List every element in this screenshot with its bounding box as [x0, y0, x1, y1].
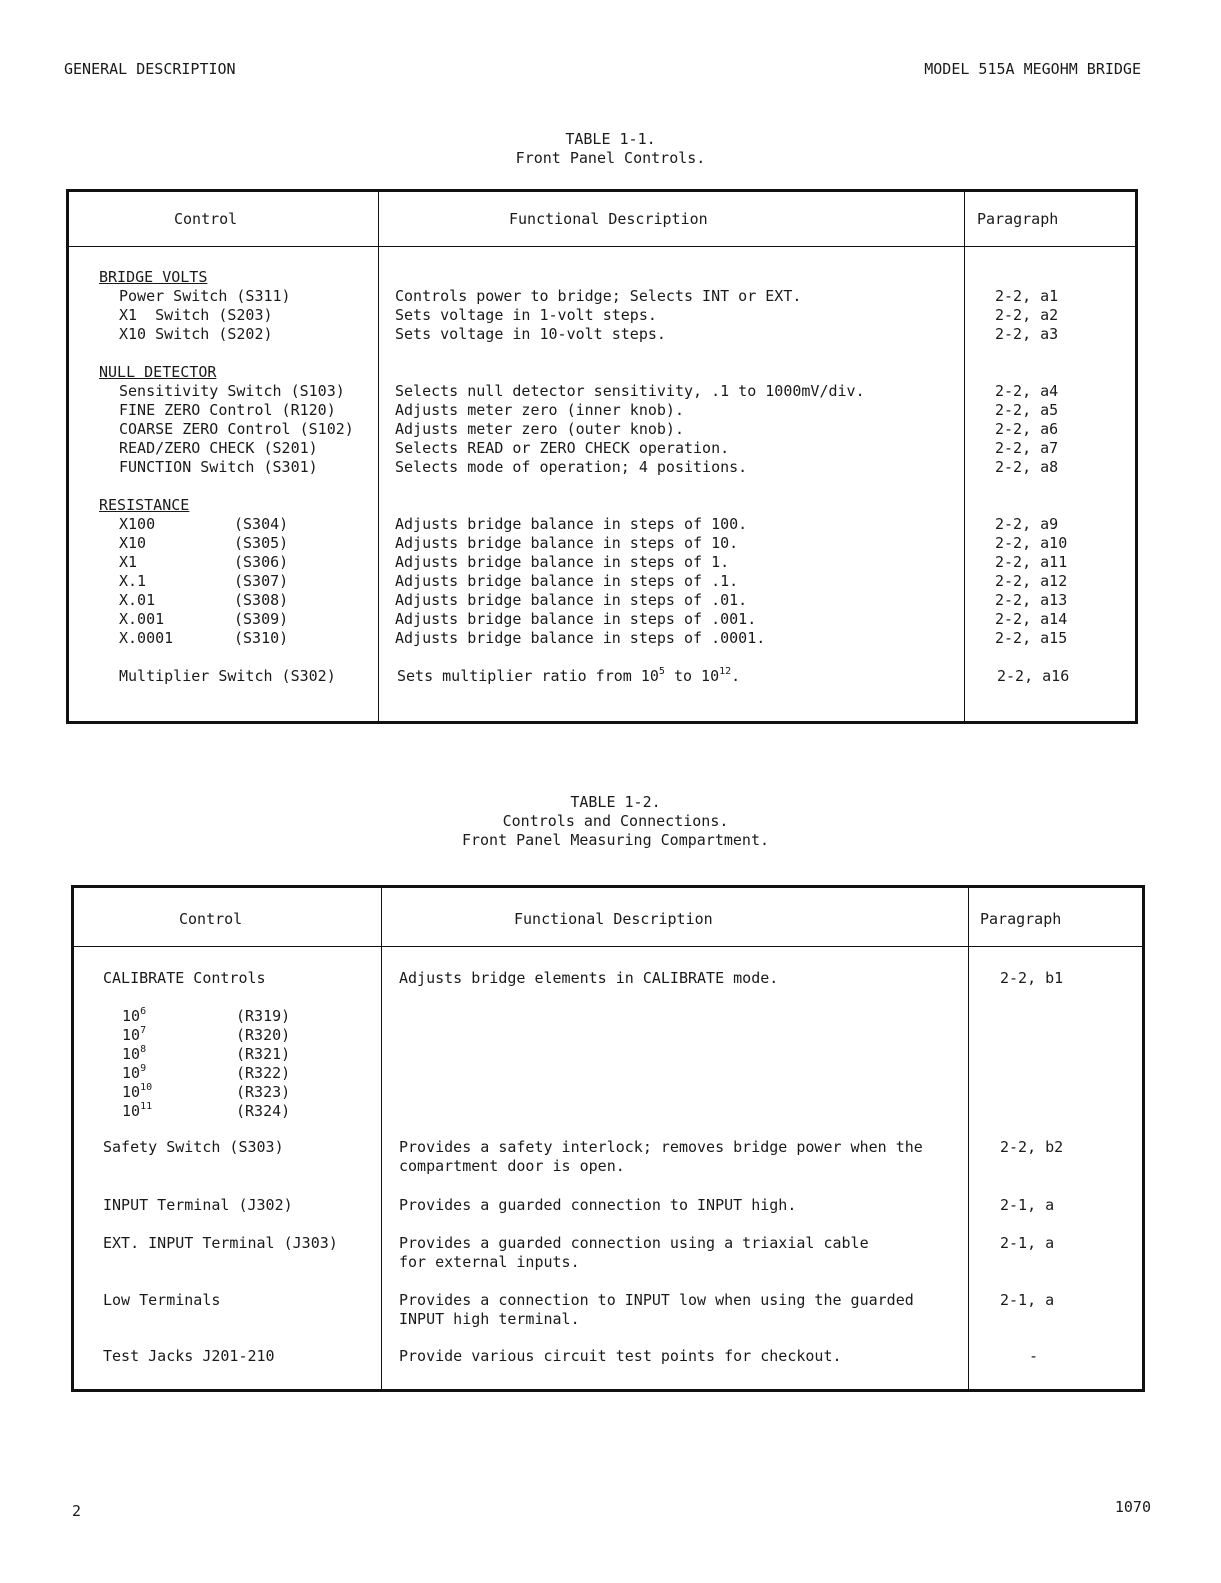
table-cell-control: Test Jacks J201-210 — [103, 1347, 275, 1365]
multiplier-text-post: . — [731, 667, 741, 685]
table-cell-control: FUNCTION Switch (S301) — [119, 458, 318, 476]
table-cell-control: X100 — [119, 515, 156, 533]
power-exponent: 6 — [140, 1006, 147, 1017]
table-cell-control: X.0001 — [119, 629, 174, 647]
table-cell-description: Adjusts meter zero (inner knob). — [395, 401, 684, 419]
table-cell-paragraph: 2-2, a3 — [995, 325, 1059, 343]
table-cell-description: Selects READ or ZERO CHECK operation. — [395, 439, 730, 457]
table-cell-description-cont: compartment door is open. — [399, 1157, 625, 1175]
table2-title-line2: Front Panel Measuring Compartment. — [461, 831, 770, 849]
table-cell-control: Low Terminals — [103, 1291, 221, 1309]
table-cell-paragraph: 2-2, a4 — [995, 382, 1059, 400]
table-cell-description: Adjusts bridge balance in steps of 10. — [395, 534, 739, 552]
table1-label: TABLE 1-1. — [565, 130, 656, 148]
document-code: 1070 — [1114, 1498, 1151, 1516]
table-cell-control: X10 Switch (S202) — [119, 325, 273, 343]
table-cell-description: Adjusts bridge balance in steps of .1. — [395, 572, 739, 590]
table1 — [66, 189, 1138, 724]
table1-col-description: Functional Description — [509, 210, 708, 228]
table1-col-divider — [378, 192, 379, 721]
table-cell-paragraph: 2-2, a13 — [995, 591, 1068, 609]
power-exponent: 11 — [140, 1101, 153, 1112]
power-exponent: 9 — [140, 1063, 147, 1074]
calibrate-power-of-ten — [122, 1102, 152, 1123]
table1-col-divider — [964, 192, 965, 721]
table-cell-paragraph: 2-2, a9 — [995, 515, 1059, 533]
multiplier-exponent-high: 12 — [719, 666, 732, 677]
table-cell-control: EXT. INPUT Terminal (J303) — [103, 1234, 338, 1252]
power-base: 10 — [122, 1102, 141, 1120]
table-cell-control: Sensitivity Switch (S103) — [119, 382, 345, 400]
table-cell-description: Adjusts bridge balance in steps of .0001. — [395, 629, 766, 647]
table-cell-description-cont: for external inputs. — [399, 1253, 580, 1271]
table-cell-description — [397, 667, 740, 688]
table-cell-reference: (R321) — [236, 1045, 291, 1063]
table-cell-control: X.1 — [119, 572, 147, 590]
table-cell-paragraph: 2-1, a — [1000, 1196, 1055, 1214]
table-cell-paragraph: 2-2, a12 — [995, 572, 1068, 590]
table-cell-paragraph: 2-2, a6 — [995, 420, 1059, 438]
table-cell-control: Power Switch (S311) — [119, 287, 291, 305]
table-cell-description: Provides a guarded connection to INPUT high. — [399, 1196, 797, 1214]
table-cell-reference: (R324) — [236, 1102, 291, 1120]
table-cell-paragraph: 2-2, a10 — [995, 534, 1068, 552]
table-cell-paragraph: 2-2, b1 — [1000, 969, 1064, 987]
table2-col-divider — [381, 888, 382, 1389]
table-cell-reference: (S304) — [234, 515, 289, 533]
table2 — [71, 885, 1145, 1392]
table-cell-reference: (S305) — [234, 534, 289, 552]
group-heading-resistance: RESISTANCE — [99, 496, 190, 514]
table-cell-control: FINE ZERO Control (R120) — [119, 401, 336, 419]
power-base: 10 — [122, 1064, 141, 1082]
table-cell-paragraph: 2-1, a — [1000, 1234, 1055, 1252]
table-cell-reference: (R322) — [236, 1064, 291, 1082]
table-cell-paragraph: 2-2, a11 — [995, 553, 1068, 571]
table-cell-paragraph: 2-2, a15 — [995, 629, 1068, 647]
table-cell-description: Provide various circuit test points for checkout. — [399, 1347, 842, 1365]
multiplier-text-pre: Sets multiplier ratio from 10 — [397, 667, 659, 685]
table2-label: TABLE 1-2. — [570, 793, 661, 811]
table-cell-reference: (R319) — [236, 1007, 291, 1025]
table-cell-paragraph: 2-2, a8 — [995, 458, 1059, 476]
power-exponent: 7 — [140, 1025, 147, 1036]
table2-title-line1: Controls and Connections. — [502, 812, 729, 830]
table-cell-paragraph: 2-2, a14 — [995, 610, 1068, 628]
table-cell-paragraph: 2-2, a16 — [997, 667, 1070, 685]
table-cell-control: X.01 — [119, 591, 156, 609]
table-cell-description: Provides a safety interlock; removes bridge power when the — [399, 1138, 923, 1156]
table-cell-control: X.001 — [119, 610, 165, 628]
power-exponent: 10 — [140, 1082, 153, 1093]
table2-col-paragraph: Paragraph — [980, 910, 1062, 928]
table-cell-description: Adjusts bridge balance in steps of .01. — [395, 591, 748, 609]
table-cell-control: CALIBRATE Controls — [103, 969, 266, 987]
table-cell-control: X1 Switch (S203) — [119, 306, 273, 324]
table-cell-paragraph: 2-1, a — [1000, 1291, 1055, 1309]
table-cell-description-cont: INPUT high terminal. — [399, 1310, 580, 1328]
table-cell-description: Adjusts bridge balance in steps of .001. — [395, 610, 757, 628]
table-cell-paragraph: - — [1029, 1347, 1039, 1365]
table-cell-paragraph: 2-2, a7 — [995, 439, 1059, 457]
multiplier-text-mid: to 10 — [664, 667, 720, 685]
table-cell-control: COARSE ZERO Control (S102) — [119, 420, 354, 438]
table-cell-control: Safety Switch (S303) — [103, 1138, 284, 1156]
table2-header-rule — [74, 946, 1142, 947]
table1-col-control: Control — [174, 210, 238, 228]
table1-col-paragraph: Paragraph — [977, 210, 1059, 228]
table-cell-description: Provides a connection to INPUT low when using the guarded — [399, 1291, 914, 1309]
table-cell-description: Controls power to bridge; Selects INT or EXT. — [395, 287, 802, 305]
table-cell-reference: (S310) — [234, 629, 289, 647]
group-heading-bridge-volts: BRIDGE VOLTS — [99, 268, 208, 286]
table-cell-paragraph: 2-2, b2 — [1000, 1138, 1064, 1156]
table-cell-reference: (R323) — [236, 1083, 291, 1101]
power-base: 10 — [122, 1083, 141, 1101]
table-cell-reference: (R320) — [236, 1026, 291, 1044]
power-base: 10 — [122, 1026, 141, 1044]
power-exponent: 8 — [140, 1044, 147, 1055]
table-cell-paragraph: 2-2, a1 — [995, 287, 1059, 305]
table2-caption — [0, 793, 1221, 850]
group-heading-null-detector: NULL DETECTOR — [99, 363, 217, 381]
table-cell-reference: (S308) — [234, 591, 289, 609]
table-cell-reference: (S307) — [234, 572, 289, 590]
table-cell-reference: (S306) — [234, 553, 289, 571]
table-cell-reference: (S309) — [234, 610, 289, 628]
table-cell-description: Provides a guarded connection using a triaxial cable — [399, 1234, 869, 1252]
page-header-right: MODEL 515A MEGOHM BRIDGE — [924, 60, 1141, 78]
table2-col-divider — [968, 888, 969, 1389]
power-base: 10 — [122, 1007, 141, 1025]
multiplier-exponent-low: 5 — [658, 666, 665, 677]
table-cell-control: Multiplier Switch (S302) — [119, 667, 336, 685]
table-cell-description: Adjusts bridge balance in steps of 1. — [395, 553, 730, 571]
table-cell-paragraph: 2-2, a2 — [995, 306, 1059, 324]
table2-col-description: Functional Description — [514, 910, 713, 928]
table-cell-description: Adjusts bridge balance in steps of 100. — [395, 515, 748, 533]
table-cell-description: Adjusts meter zero (outer knob). — [395, 420, 684, 438]
table-cell-control: X1 — [119, 553, 138, 571]
power-base: 10 — [122, 1045, 141, 1063]
page-number: 2 — [72, 1502, 82, 1520]
page-header-left: GENERAL DESCRIPTION — [64, 60, 236, 78]
table1-header-rule — [69, 246, 1135, 247]
table-cell-control: INPUT Terminal (J302) — [103, 1196, 293, 1214]
table-cell-control: X10 — [119, 534, 147, 552]
table-cell-description: Selects mode of operation; 4 positions. — [395, 458, 748, 476]
table1-title: Front Panel Controls. — [515, 149, 706, 167]
table-cell-description: Adjusts bridge elements in CALIBRATE mode. — [399, 969, 779, 987]
table-cell-description: Sets voltage in 10-volt steps. — [395, 325, 666, 343]
table-cell-description: Selects null detector sensitivity, .1 to 1000mV/div. — [395, 382, 865, 400]
table2-col-control: Control — [179, 910, 243, 928]
table1-caption — [0, 130, 1221, 168]
table-cell-control: READ/ZERO CHECK (S201) — [119, 439, 318, 457]
table-cell-paragraph: 2-2, a5 — [995, 401, 1059, 419]
table-cell-description: Sets voltage in 1-volt steps. — [395, 306, 657, 324]
